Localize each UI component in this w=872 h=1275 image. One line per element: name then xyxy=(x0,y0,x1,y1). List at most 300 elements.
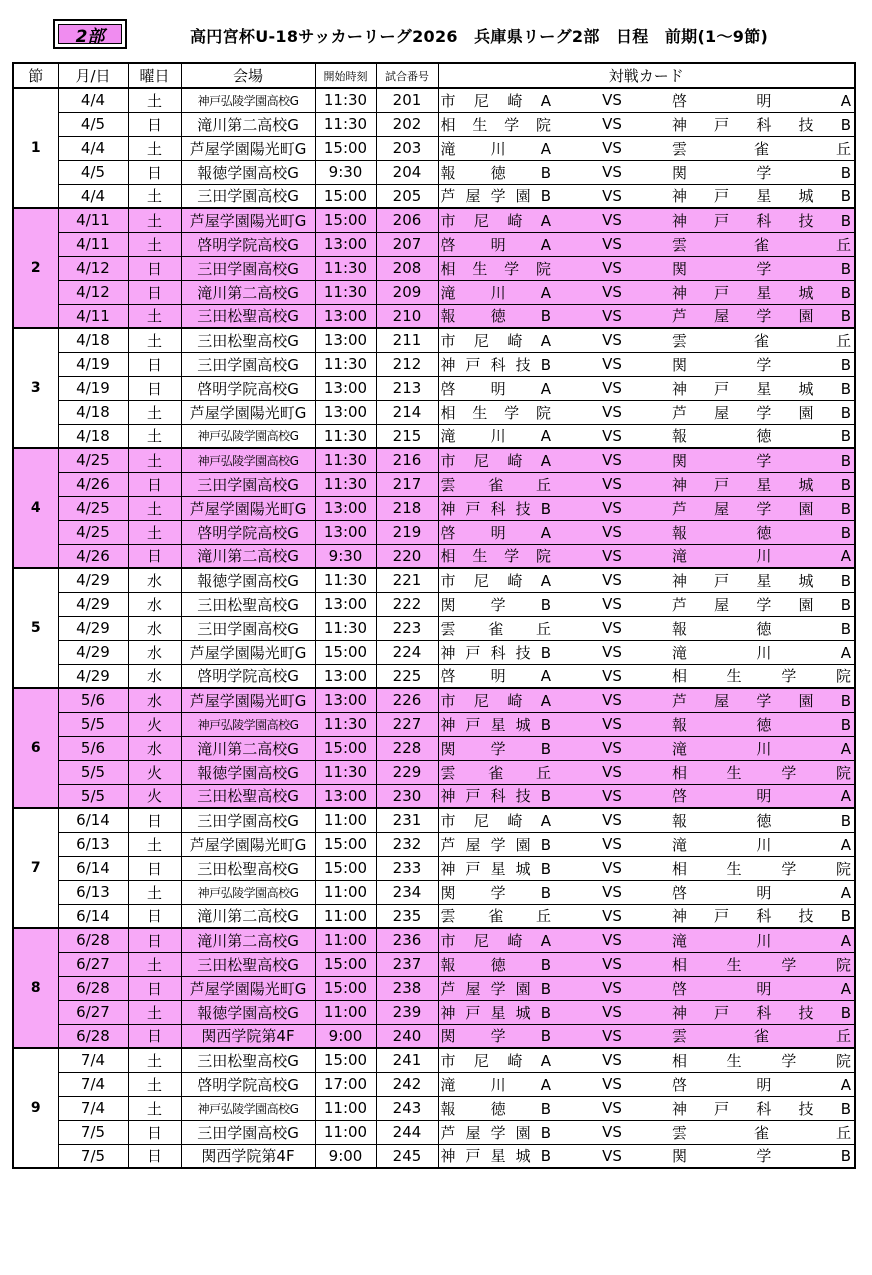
match-venue: 芦屋学園陽光町G xyxy=(181,400,315,424)
match-row xyxy=(13,304,855,328)
home-team: 関学B xyxy=(438,592,554,616)
match-day: 火 xyxy=(128,760,181,784)
vs-label: VS xyxy=(554,184,670,208)
match-day: 日 xyxy=(128,160,181,184)
away-team: 神戸科技B xyxy=(670,1000,855,1024)
match-row xyxy=(13,904,855,928)
away-team: 相生学院 xyxy=(670,760,855,784)
match-row xyxy=(13,1096,855,1120)
page-title: 高円宮杯U-18サッカーリーグ2026 兵庫県リーグ2部 日程 前期(1～9節) xyxy=(190,27,769,46)
vs-label: VS xyxy=(554,136,670,160)
section-number: 3 xyxy=(13,328,58,448)
match-day: 日 xyxy=(128,856,181,880)
home-team: 市尼崎A xyxy=(438,568,554,592)
match-venue: 啓明学院高校G xyxy=(181,664,315,688)
home-team: 滝川A xyxy=(438,424,554,448)
match-day: 土 xyxy=(128,952,181,976)
match-day: 土 xyxy=(128,496,181,520)
match-start-time: 13:00 xyxy=(315,232,376,256)
match-day: 水 xyxy=(128,736,181,760)
section-number: 7 xyxy=(13,808,58,928)
away-team: 雲雀丘 xyxy=(670,1120,855,1144)
away-team: 相生学院 xyxy=(670,856,855,880)
away-team: 芦屋学園B xyxy=(670,688,855,712)
match-date: 4/29 xyxy=(58,640,128,664)
match-start-time: 11:30 xyxy=(315,760,376,784)
match-start-time: 17:00 xyxy=(315,1072,376,1096)
away-team: 啓明A xyxy=(670,784,855,808)
match-day: 日 xyxy=(128,376,181,400)
match-start-time: 13:00 xyxy=(315,496,376,520)
match-day: 日 xyxy=(128,1144,181,1168)
match-date: 7/4 xyxy=(58,1072,128,1096)
match-start-time: 13:00 xyxy=(315,688,376,712)
match-number: 238 xyxy=(376,976,438,1000)
match-start-time: 11:30 xyxy=(315,424,376,448)
home-team: 雲雀丘 xyxy=(438,760,554,784)
away-team: 神戸星城B xyxy=(670,184,855,208)
match-start-time: 9:30 xyxy=(315,544,376,568)
match-number: 205 xyxy=(376,184,438,208)
match-row xyxy=(13,784,855,808)
away-team: 滝川A xyxy=(670,640,855,664)
vs-label: VS xyxy=(554,448,670,472)
match-venue: 関西学院第4F xyxy=(181,1144,315,1168)
match-date: 4/18 xyxy=(58,400,128,424)
match-row xyxy=(13,640,855,664)
home-team: 神戸科技B xyxy=(438,352,554,376)
match-start-time: 11:00 xyxy=(315,928,376,952)
match-number: 239 xyxy=(376,1000,438,1024)
match-venue: 芦屋学園陽光町G xyxy=(181,976,315,1000)
match-number: 206 xyxy=(376,208,438,232)
match-number: 219 xyxy=(376,520,438,544)
match-start-time: 13:00 xyxy=(315,304,376,328)
match-date: 4/12 xyxy=(58,256,128,280)
vs-label: VS xyxy=(554,496,670,520)
match-number: 227 xyxy=(376,712,438,736)
match-venue: 滝川第二高校G xyxy=(181,280,315,304)
match-date: 7/5 xyxy=(58,1144,128,1168)
match-date: 4/11 xyxy=(58,232,128,256)
match-venue: 神戸弘陵学園高校G xyxy=(181,880,315,904)
match-date: 6/27 xyxy=(58,1000,128,1024)
vs-label: VS xyxy=(554,520,670,544)
match-row xyxy=(13,1144,855,1168)
vs-label: VS xyxy=(554,904,670,928)
vs-label: VS xyxy=(554,328,670,352)
home-team: 神戸星城B xyxy=(438,1144,554,1168)
match-day: 日 xyxy=(128,976,181,1000)
vs-label: VS xyxy=(554,232,670,256)
vs-label: VS xyxy=(554,928,670,952)
match-number: 235 xyxy=(376,904,438,928)
away-team: 関学B xyxy=(670,256,855,280)
home-team: 啓明A xyxy=(438,520,554,544)
match-date: 4/25 xyxy=(58,448,128,472)
match-date: 5/5 xyxy=(58,712,128,736)
away-team: 報徳B xyxy=(670,616,855,640)
match-row xyxy=(13,496,855,520)
match-row xyxy=(13,520,855,544)
away-team: 滝川A xyxy=(670,736,855,760)
vs-label: VS xyxy=(554,304,670,328)
home-team: 啓明A xyxy=(438,232,554,256)
home-team: 市尼崎A xyxy=(438,448,554,472)
match-venue: 三田学園高校G xyxy=(181,184,315,208)
match-date: 4/12 xyxy=(58,280,128,304)
vs-label: VS xyxy=(554,424,670,448)
vs-label: VS xyxy=(554,736,670,760)
match-date: 6/14 xyxy=(58,808,128,832)
vs-label: VS xyxy=(554,664,670,688)
away-team: 滝川A xyxy=(670,832,855,856)
vs-label: VS xyxy=(554,808,670,832)
match-start-time: 15:00 xyxy=(315,184,376,208)
section-number: 5 xyxy=(13,568,58,688)
home-team: 相生学院 xyxy=(438,544,554,568)
match-start-time: 11:30 xyxy=(315,280,376,304)
match-number: 240 xyxy=(376,1024,438,1048)
match-date: 5/6 xyxy=(58,688,128,712)
match-number: 241 xyxy=(376,1048,438,1072)
match-number: 222 xyxy=(376,592,438,616)
match-date: 4/19 xyxy=(58,352,128,376)
away-team: 神戸星城B xyxy=(670,280,855,304)
home-team: 雲雀丘 xyxy=(438,904,554,928)
vs-label: VS xyxy=(554,472,670,496)
away-team: 関学B xyxy=(670,448,855,472)
match-number: 217 xyxy=(376,472,438,496)
match-day: 水 xyxy=(128,616,181,640)
match-row xyxy=(13,544,855,568)
vs-label: VS xyxy=(554,880,670,904)
match-number: 242 xyxy=(376,1072,438,1096)
match-venue: 滝川第二高校G xyxy=(181,904,315,928)
vs-label: VS xyxy=(554,1144,670,1168)
match-start-time: 11:00 xyxy=(315,1096,376,1120)
away-team: 神戸科技B xyxy=(670,208,855,232)
away-team: 雲雀丘 xyxy=(670,1024,855,1048)
match-venue: 芦屋学園陽光町G xyxy=(181,208,315,232)
away-team: 啓明A xyxy=(670,1072,855,1096)
match-number: 231 xyxy=(376,808,438,832)
match-day: 土 xyxy=(128,232,181,256)
away-team: 滝川A xyxy=(670,928,855,952)
match-start-time: 15:00 xyxy=(315,976,376,1000)
match-start-time: 15:00 xyxy=(315,832,376,856)
match-row xyxy=(13,280,855,304)
match-start-time: 13:00 xyxy=(315,400,376,424)
home-team: 報徳B xyxy=(438,1096,554,1120)
vs-label: VS xyxy=(554,1000,670,1024)
match-number: 210 xyxy=(376,304,438,328)
match-day: 土 xyxy=(128,136,181,160)
match-number: 207 xyxy=(376,232,438,256)
home-team: 市尼崎A xyxy=(438,928,554,952)
match-day: 日 xyxy=(128,112,181,136)
match-number: 243 xyxy=(376,1096,438,1120)
match-day: 土 xyxy=(128,1048,181,1072)
match-venue: 滝川第二高校G xyxy=(181,736,315,760)
schedule-body xyxy=(13,88,855,1168)
match-start-time: 11:30 xyxy=(315,616,376,640)
match-row xyxy=(13,88,855,112)
col-header-section: 節 xyxy=(13,63,58,88)
header-row xyxy=(13,63,855,88)
match-day: 土 xyxy=(128,880,181,904)
vs-label: VS xyxy=(554,88,670,112)
match-date: 4/29 xyxy=(58,616,128,640)
match-day: 火 xyxy=(128,712,181,736)
match-date: 4/5 xyxy=(58,160,128,184)
vs-label: VS xyxy=(554,784,670,808)
match-venue: 神戸弘陵学園高校G xyxy=(181,424,315,448)
away-team: 雲雀丘 xyxy=(670,136,855,160)
match-row xyxy=(13,736,855,760)
match-row xyxy=(13,184,855,208)
match-venue: 神戸弘陵学園高校G xyxy=(181,448,315,472)
match-number: 224 xyxy=(376,640,438,664)
match-start-time: 11:30 xyxy=(315,256,376,280)
match-start-time: 13:00 xyxy=(315,520,376,544)
match-row xyxy=(13,760,855,784)
home-team: 啓明A xyxy=(438,664,554,688)
match-row xyxy=(13,592,855,616)
match-start-time: 13:00 xyxy=(315,664,376,688)
vs-label: VS xyxy=(554,160,670,184)
match-start-time: 11:00 xyxy=(315,808,376,832)
home-team: 芦屋学園B xyxy=(438,1120,554,1144)
away-team: 関学B xyxy=(670,352,855,376)
match-number: 229 xyxy=(376,760,438,784)
match-date: 6/28 xyxy=(58,976,128,1000)
match-start-time: 11:30 xyxy=(315,352,376,376)
match-number: 209 xyxy=(376,280,438,304)
division-badge-label: 2部 xyxy=(58,24,122,44)
match-number: 204 xyxy=(376,160,438,184)
match-day: 土 xyxy=(128,88,181,112)
match-venue: 三田松聖高校G xyxy=(181,952,315,976)
col-header-match-number: 試合番号 xyxy=(376,63,438,88)
vs-label: VS xyxy=(554,592,670,616)
away-team: 雲雀丘 xyxy=(670,232,855,256)
match-venue: 芦屋学園陽光町G xyxy=(181,688,315,712)
section-number: 6 xyxy=(13,688,58,808)
away-team: 神戸星城B xyxy=(670,472,855,496)
match-row xyxy=(13,328,855,352)
home-team: 相生学院 xyxy=(438,112,554,136)
match-number: 236 xyxy=(376,928,438,952)
home-team: 神戸星城B xyxy=(438,712,554,736)
match-date: 6/13 xyxy=(58,880,128,904)
home-team: 神戸星城B xyxy=(438,856,554,880)
match-venue: 滝川第二高校G xyxy=(181,112,315,136)
match-venue: 三田学園高校G xyxy=(181,808,315,832)
match-start-time: 9:30 xyxy=(315,160,376,184)
home-team: 啓明A xyxy=(438,376,554,400)
match-day: 土 xyxy=(128,1096,181,1120)
home-team: 市尼崎A xyxy=(438,88,554,112)
match-start-time: 11:00 xyxy=(315,904,376,928)
away-team: 芦屋学園B xyxy=(670,304,855,328)
match-day: 水 xyxy=(128,664,181,688)
col-header-matchup: 対戦カード xyxy=(438,63,855,88)
match-row xyxy=(13,424,855,448)
home-team: 関学B xyxy=(438,1024,554,1048)
away-team: 神戸科技B xyxy=(670,904,855,928)
vs-label: VS xyxy=(554,760,670,784)
match-day: 土 xyxy=(128,400,181,424)
match-number: 225 xyxy=(376,664,438,688)
match-venue: 三田松聖高校G xyxy=(181,784,315,808)
match-date: 4/5 xyxy=(58,112,128,136)
match-day: 土 xyxy=(128,1072,181,1096)
match-day: 土 xyxy=(128,832,181,856)
match-day: 土 xyxy=(128,1000,181,1024)
match-row xyxy=(13,928,855,952)
vs-label: VS xyxy=(554,568,670,592)
match-date: 4/18 xyxy=(58,328,128,352)
match-date: 5/5 xyxy=(58,760,128,784)
home-team: 報徳B xyxy=(438,304,554,328)
match-day: 日 xyxy=(128,928,181,952)
match-row xyxy=(13,448,855,472)
match-number: 216 xyxy=(376,448,438,472)
away-team: 神戸星城B xyxy=(670,568,855,592)
match-number: 228 xyxy=(376,736,438,760)
match-start-time: 13:00 xyxy=(315,784,376,808)
home-team: 神戸科技B xyxy=(438,640,554,664)
vs-label: VS xyxy=(554,112,670,136)
match-date: 4/11 xyxy=(58,304,128,328)
away-team: 啓明A xyxy=(670,88,855,112)
match-day: 水 xyxy=(128,688,181,712)
match-day: 日 xyxy=(128,904,181,928)
vs-label: VS xyxy=(554,976,670,1000)
match-start-time: 15:00 xyxy=(315,736,376,760)
match-venue: 三田学園高校G xyxy=(181,1120,315,1144)
match-number: 233 xyxy=(376,856,438,880)
match-number: 230 xyxy=(376,784,438,808)
home-team: 市尼崎A xyxy=(438,208,554,232)
match-day: 土 xyxy=(128,424,181,448)
match-date: 6/27 xyxy=(58,952,128,976)
match-venue: 報徳学園高校G xyxy=(181,568,315,592)
match-date: 4/25 xyxy=(58,496,128,520)
match-day: 日 xyxy=(128,472,181,496)
away-team: 報徳B xyxy=(670,808,855,832)
match-number: 212 xyxy=(376,352,438,376)
vs-label: VS xyxy=(554,352,670,376)
match-start-time: 15:00 xyxy=(315,856,376,880)
match-number: 237 xyxy=(376,952,438,976)
match-venue: 神戸弘陵学園高校G xyxy=(181,712,315,736)
match-row xyxy=(13,880,855,904)
vs-label: VS xyxy=(554,1048,670,1072)
match-venue: 三田松聖高校G xyxy=(181,1048,315,1072)
match-day: 土 xyxy=(128,208,181,232)
match-start-time: 13:00 xyxy=(315,592,376,616)
home-team: 神戸科技B xyxy=(438,496,554,520)
home-team: 芦屋学園B xyxy=(438,976,554,1000)
match-venue: 啓明学院高校G xyxy=(181,376,315,400)
match-day: 日 xyxy=(128,352,181,376)
match-day: 日 xyxy=(128,256,181,280)
match-date: 7/5 xyxy=(58,1120,128,1144)
home-team: 報徳B xyxy=(438,952,554,976)
match-start-time: 11:30 xyxy=(315,712,376,736)
match-start-time: 11:00 xyxy=(315,1000,376,1024)
home-team: 市尼崎A xyxy=(438,808,554,832)
match-row xyxy=(13,976,855,1000)
match-day: 日 xyxy=(128,280,181,304)
home-team: 雲雀丘 xyxy=(438,616,554,640)
match-number: 220 xyxy=(376,544,438,568)
match-row xyxy=(13,664,855,688)
match-start-time: 11:30 xyxy=(315,448,376,472)
schedule-table xyxy=(12,62,856,1169)
vs-label: VS xyxy=(554,688,670,712)
match-start-time: 9:00 xyxy=(315,1024,376,1048)
match-row xyxy=(13,568,855,592)
match-date: 6/14 xyxy=(58,904,128,928)
away-team: 神戸科技B xyxy=(670,112,855,136)
match-number: 215 xyxy=(376,424,438,448)
match-row xyxy=(13,208,855,232)
match-number: 213 xyxy=(376,376,438,400)
match-day: 土 xyxy=(128,328,181,352)
match-venue: 神戸弘陵学園高校G xyxy=(181,88,315,112)
match-row xyxy=(13,1000,855,1024)
away-team: 芦屋学園B xyxy=(670,496,855,520)
match-row xyxy=(13,688,855,712)
home-team: 雲雀丘 xyxy=(438,472,554,496)
match-date: 7/4 xyxy=(58,1048,128,1072)
away-team: 神戸星城B xyxy=(670,376,855,400)
vs-label: VS xyxy=(554,256,670,280)
match-row xyxy=(13,160,855,184)
col-header-start-time: 開始時刻 xyxy=(315,63,376,88)
match-start-time: 11:00 xyxy=(315,880,376,904)
match-row xyxy=(13,1072,855,1096)
match-date: 4/26 xyxy=(58,544,128,568)
away-team: 関学B xyxy=(670,1144,855,1168)
match-row xyxy=(13,376,855,400)
vs-label: VS xyxy=(554,544,670,568)
away-team: 関学B xyxy=(670,160,855,184)
match-number: 214 xyxy=(376,400,438,424)
section-number: 1 xyxy=(13,88,58,208)
match-venue: 芦屋学園陽光町G xyxy=(181,496,315,520)
match-date: 4/19 xyxy=(58,376,128,400)
match-date: 4/29 xyxy=(58,592,128,616)
away-team: 神戸科技B xyxy=(670,1096,855,1120)
match-date: 4/11 xyxy=(58,208,128,232)
match-number: 244 xyxy=(376,1120,438,1144)
match-venue: 啓明学院高校G xyxy=(181,520,315,544)
match-venue: 神戸弘陵学園高校G xyxy=(181,1096,315,1120)
section-number: 4 xyxy=(13,448,58,568)
match-date: 6/13 xyxy=(58,832,128,856)
match-venue: 滝川第二高校G xyxy=(181,544,315,568)
match-venue: 関西学院第4F xyxy=(181,1024,315,1048)
match-venue: 啓明学院高校G xyxy=(181,1072,315,1096)
home-team: 市尼崎A xyxy=(438,328,554,352)
match-date: 7/4 xyxy=(58,1096,128,1120)
match-venue: 三田学園高校G xyxy=(181,616,315,640)
match-number: 232 xyxy=(376,832,438,856)
